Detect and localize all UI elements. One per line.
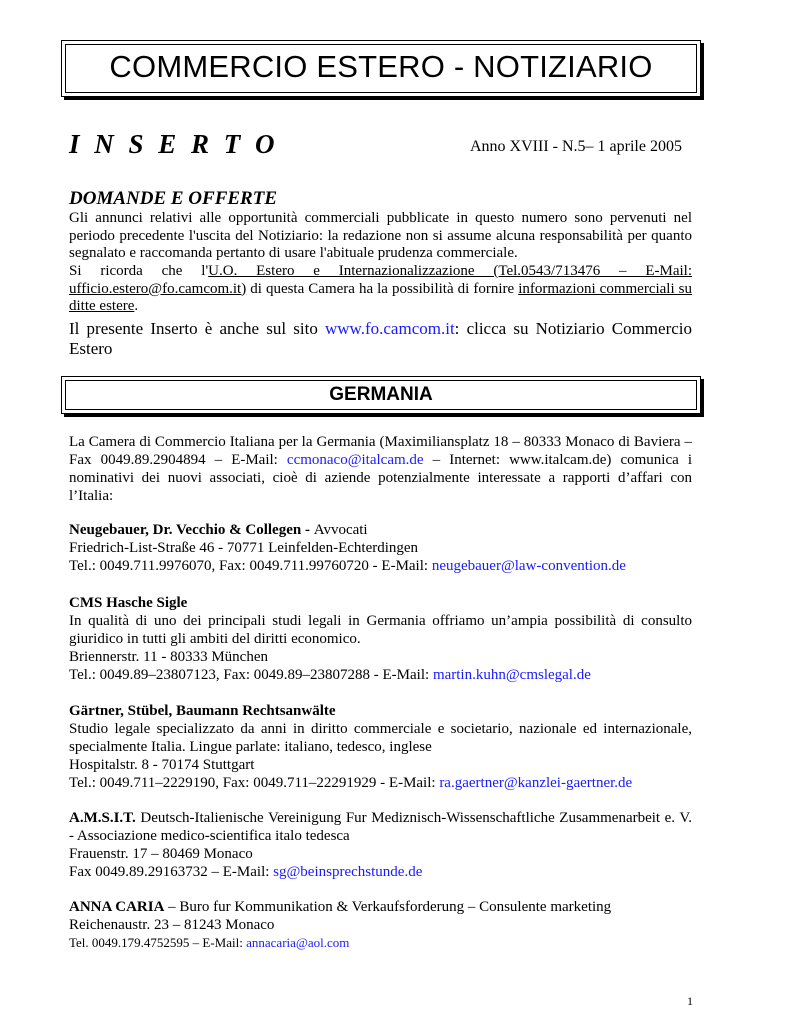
- entry-0-address: Friedrich-List-Straße 46 - 70771 Leinfelden-Echterdingen: [69, 540, 419, 556]
- contact-office-paragraph: [69, 263, 692, 316]
- entry-3-email-link[interactable]: sg@beinsprechstunde.de: [273, 864, 423, 880]
- entry-2-name: Gärtner, Stübel, Baumann Rechtsanwälte: [69, 703, 336, 719]
- entry-4-contact-text: Tel. 0049.179.4752595 – E-Mail:: [69, 935, 247, 950]
- info-link[interactable]: informazioni commerciali su ditte estere: [69, 280, 693, 314]
- entry-1-contact: [69, 666, 591, 684]
- entry-1-text: In qualità di uno dei principali studi legali in Germania offriamo un’ampia possibilità di consulto giuridico in tutti gli ambiti del diritti economico.: [69, 613, 692, 647]
- entry-3-contact: [69, 863, 422, 881]
- entry-4-desc: – Buro fur Kommunikation & Verkaufsforderung – Consulente marketing: [164, 899, 612, 915]
- section-box: [61, 376, 701, 414]
- germania-intro: [69, 433, 692, 505]
- entry-2-address: Hospitalstr. 8 - 70174 Stuttgart: [69, 757, 255, 773]
- entry-3-address: Frauenstr. 17 – 80469 Monaco: [69, 846, 253, 862]
- entry-1-address: Briennerstr. 11 - 80333 München: [69, 649, 268, 665]
- website-link[interactable]: www.fo.camcom.it: [325, 319, 455, 338]
- p3-text-b: : clicca su Notiziario Commercio Estero: [69, 319, 692, 358]
- entry-1-name: CMS Hasche Sigle: [69, 595, 188, 611]
- entry-4-header: [69, 898, 611, 916]
- entry-1-contact-text: Tel.: 0049.89–23807123, Fax: 0049.89–23807288 - E-Mail:: [69, 667, 433, 683]
- entry-1-email-link[interactable]: martin.kuhn@cmslegal.de: [432, 667, 591, 683]
- section-label: I N S E R T O: [69, 129, 279, 159]
- entry-4-address: Reichenaustr. 23 – 81243 Monaco: [69, 917, 275, 933]
- entry-0-contact: [69, 557, 626, 575]
- website-paragraph: [69, 319, 692, 359]
- office-link[interactable]: U.O. Estero e Internazionalizzazione (Tel.0543/713476 – E-Mail: ufficio.estero@fo.camcom.it): [69, 263, 693, 297]
- entry-4-email-link[interactable]: annacaria@aol.com: [246, 935, 350, 950]
- entry-0-contact-text: Tel.: 0049.711.9976070, Fax: 0049.711.99760720 - E-Mail:: [69, 558, 432, 574]
- germania-intro-b: – Internet: www.italcam.de) comunica i nominativi dei nuovi associati, cioè di aziende potenzialmente interessate a rapporti d’affari con l’Italia:: [69, 452, 692, 504]
- entry-2-email-link[interactable]: ra.gaertner@kanzlei-gaertner.de: [439, 775, 633, 791]
- entry-0-name: Neugebauer, Dr. Vecchio & Collegen -: [69, 522, 314, 538]
- intro-heading: DOMANDE E OFFERTE: [69, 188, 277, 209]
- section-title: GERMANIA: [329, 384, 433, 405]
- page-title: COMMERCIO ESTERO - NOTIZIARIO: [109, 49, 653, 84]
- p3-text-a: Il presente Inserto è anche sul sito: [69, 319, 325, 338]
- entry-3-desc: Deutsch-Italienische Vereinigung Fur Mediznisch-Wissenschaftliche Zusammenarbeit e. V. - Associazione medico-scientifica italo tedesca: [69, 810, 692, 844]
- entry-2-contact: [69, 774, 632, 792]
- p2-text-c: .: [134, 298, 139, 314]
- entry-3-name: A.M.S.I.T.: [69, 810, 136, 826]
- entry-2-text: Studio legale specializzato da anni in diritto commerciale e societario, nazionale ed internazionale, specialmente Italia. Lingue parlate: italiano, tedesco, inglese: [69, 721, 692, 755]
- disclaimer-paragraph: Gli annunci relativi alle opportunità commerciali pubblicate in questo numero sono pervenuti nel periodo precedente l'uscita del Notiziario: la redazione non si assume alcuna responsabilità per quanto segnalato e raccomanda pertanto di usare l'abituale prudenza commerciale.: [69, 210, 692, 261]
- entry-2-contact-text: Tel.: 0049.711–2229190, Fax: 0049.711–22291929 - E-Mail:: [69, 775, 440, 791]
- page-number: 1: [687, 994, 693, 1008]
- p2-text-a: Si ricorda che l': [69, 263, 209, 279]
- germania-intro-a: La Camera di Commercio Italiana per la Germania (Maximiliansplatz 18 – 80333 Monaco di Baviera – Fax 0049.89.2904894 – E-Mail:: [69, 434, 692, 468]
- entry-3-header: [69, 809, 692, 845]
- entry-4-name: ANNA CARIA: [69, 899, 165, 915]
- p2-text-b: di questa Camera ha la possibilità di fornire: [246, 280, 519, 297]
- entry-0-desc: Avvocati: [313, 522, 368, 538]
- entry-name: [69, 521, 368, 539]
- issue-date: Anno XVIII - N.5– 1 aprile 2005: [470, 138, 682, 155]
- entry-0-email-link[interactable]: neugebauer@law-convention.de: [431, 558, 626, 574]
- header-box: [61, 40, 701, 97]
- entry-3-contact-text: Fax 0049.89.29163732 – E-Mail:: [69, 864, 274, 880]
- chamber-email-link[interactable]: ccmonaco@italcam.de: [286, 452, 424, 468]
- entry-4-contact: [69, 934, 349, 952]
